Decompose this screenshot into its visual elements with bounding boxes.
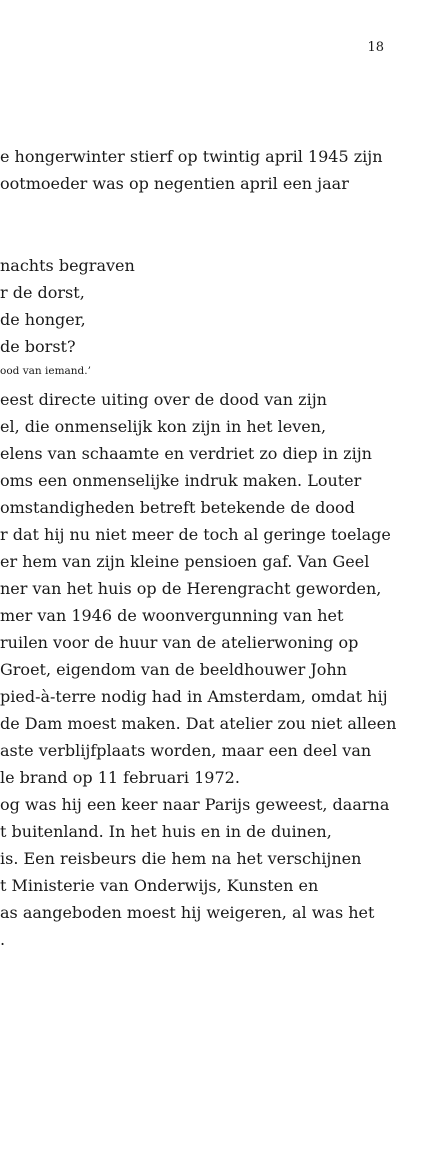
text-line: omstandigheden betreft betekende de dood <box>0 498 355 517</box>
text-line: aste verblijfplaats worden, maar een deel van <box>0 741 372 760</box>
poem-line: de borst? <box>0 337 76 356</box>
text-line: de Dam moest maken. Dat atelier zou niet alleen <box>0 714 397 733</box>
poem-line: nachts begraven <box>0 256 135 275</box>
quote-attribution: ood van iemand.’ <box>0 365 91 377</box>
text-line: t buitenland. In het huis en in de duinen, <box>0 822 332 841</box>
page-number: 18 <box>367 40 384 55</box>
text-line: er hem van zijn kleine pensioen gaf. Van Geel <box>0 552 370 571</box>
text-line: t Ministerie van Onderwijs, Kunsten en <box>0 876 319 895</box>
text-line: og was hij een keer naar Parijs geweest, daarna <box>0 795 390 814</box>
intro-paragraph <box>0 143 383 197</box>
text-line: eest directe uiting over de dood van zijn <box>0 390 327 409</box>
text-line: oms een onmenselijke indruk maken. Louter <box>0 471 362 490</box>
poem-line: de honger, <box>0 310 86 329</box>
poem-line: r de dorst, <box>0 283 85 302</box>
poem-stanza <box>0 252 135 360</box>
text-line: . <box>0 930 6 949</box>
text-line: mer van 1946 de woonvergunning van het <box>0 606 344 625</box>
text-line: r dat hij nu niet meer de toch al geringe toelage <box>0 525 391 544</box>
text-line: ner van het huis op de Herengracht geworden, <box>0 579 382 598</box>
text-line: as aangeboden moest hij weigeren, al was het <box>0 903 375 922</box>
text-line: ruilen voor de huur van de atelierwoning op <box>0 633 359 652</box>
text-line: ootmoeder was op negentien april een jaar <box>0 174 349 193</box>
body-paragraph <box>0 386 396 953</box>
text-line: elens van schaamte en verdriet zo diep in zijn <box>0 444 372 463</box>
text-line: le brand op 11 februari 1972. <box>0 768 240 787</box>
text-line: el, die onmenselijk kon zijn in het leven, <box>0 417 327 436</box>
text-line: Groet, eigendom van de beeldhouwer John <box>0 660 347 679</box>
text-line: is. Een reisbeurs die hem na het verschijnen <box>0 849 362 868</box>
text-line: pied-à-terre nodig had in Amsterdam, omdat hij <box>0 687 388 706</box>
text-line: e hongerwinter stierf op twintig april 1945 zijn <box>0 147 383 166</box>
